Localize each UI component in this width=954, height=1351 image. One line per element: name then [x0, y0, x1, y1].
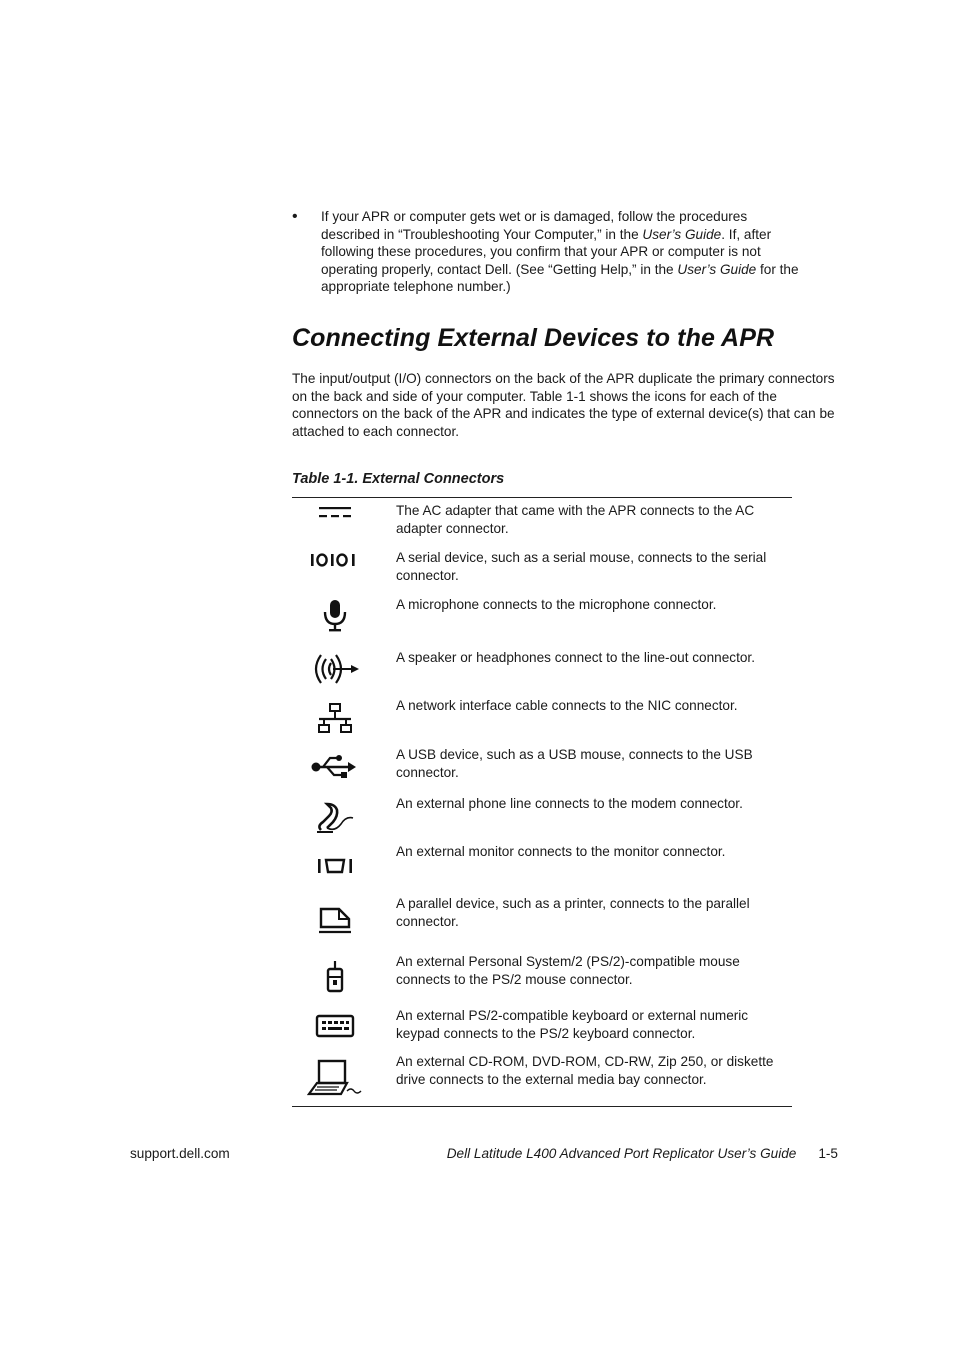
intro-paragraph: The input/output (I/O) connectors on the back of the APR duplicate the primary connectors on the back and side of your computer. Table 1-1 shows the icons for each of the connectors on the back of the APR and indicates the type of external device(s) that can be attached to each connector.	[292, 371, 835, 439]
ac-adapter-icon	[300, 490, 370, 536]
footer-title	[447, 1145, 838, 1163]
page-number: 1-5	[818, 1146, 838, 1161]
table-row-description: A serial device, such as a serial mouse, connects to the serial connector.	[396, 550, 767, 583]
bullet-line: for the	[756, 261, 799, 277]
table-caption: Table 1-1. External Connectors	[292, 471, 505, 487]
ps2-mouse-icon	[300, 954, 370, 1000]
bullet-line: operating properly, contact Dell. (See “Getting Help,” in the	[321, 261, 678, 277]
table-row-description: The AC adapter that came with the APR connects to the AC adapter connector.	[396, 503, 755, 536]
table-row-description: An external Personal System/2 (PS/2)-compatible mouse connects to the PS/2 mouse connector.	[396, 954, 740, 987]
table-row-description: A microphone connects to the microphone connector.	[396, 597, 717, 612]
bullet-mark: •	[292, 208, 298, 225]
footer-website: support.dell.com	[130, 1146, 230, 1161]
users-guide-ref: User’s Guide	[642, 226, 722, 242]
section-heading: Connecting External Devices to the APR	[292, 324, 775, 352]
bullet-line: If your APR or computer gets wet or is damaged, follow the procedures	[321, 209, 748, 224]
modem-icon	[300, 795, 370, 841]
bullet-text	[321, 208, 852, 296]
bullet-line: appropriate telephone number.)	[321, 279, 511, 295]
microphone-icon	[300, 593, 370, 639]
bullet-line: described in “Troubleshooting Your Computer,” in the	[321, 226, 643, 242]
line-out-icon	[300, 646, 370, 692]
table-row-description: A parallel device, such as a printer, connects to the parallel connector.	[396, 896, 750, 929]
table-row-description: An external PS/2-compatible keyboard or external numeric keypad connects to the PS/2 keyboard connector.	[396, 1008, 749, 1041]
users-guide-ref: User’s Guide	[677, 261, 757, 277]
table-row-description: A USB device, such as a USB mouse, connects to the USB connector.	[396, 747, 753, 780]
table-row-description: A speaker or headphones connect to the line-out connector.	[396, 650, 755, 665]
table-row-description: An external monitor connects to the monitor connector.	[396, 844, 726, 859]
table-row-description: An external CD-ROM, DVD-ROM, CD-RW, Zip 250, or diskette drive connects to the external media bay connector.	[396, 1054, 774, 1087]
usb-icon	[300, 743, 370, 789]
monitor-icon	[300, 843, 370, 889]
bullet-item	[292, 208, 852, 296]
network-icon	[300, 697, 370, 743]
bullet-line: following these procedures, you confirm that your APR or computer is not	[321, 244, 761, 260]
serial-icon	[300, 537, 370, 583]
footer-guide-title: Dell Latitude L400 Advanced Port Replicator User’s Guide	[446, 1146, 797, 1161]
table-row-description: An external phone line connects to the modem connector.	[396, 796, 743, 811]
bullet-line: . If, after	[721, 226, 772, 242]
table-bottom-rule	[292, 1106, 792, 1107]
ps2-keyboard-icon	[300, 1003, 370, 1049]
media-bay-icon	[300, 1055, 370, 1101]
parallel-icon	[300, 897, 370, 943]
table-row-description: A network interface cable connects to the NIC connector.	[396, 698, 738, 713]
